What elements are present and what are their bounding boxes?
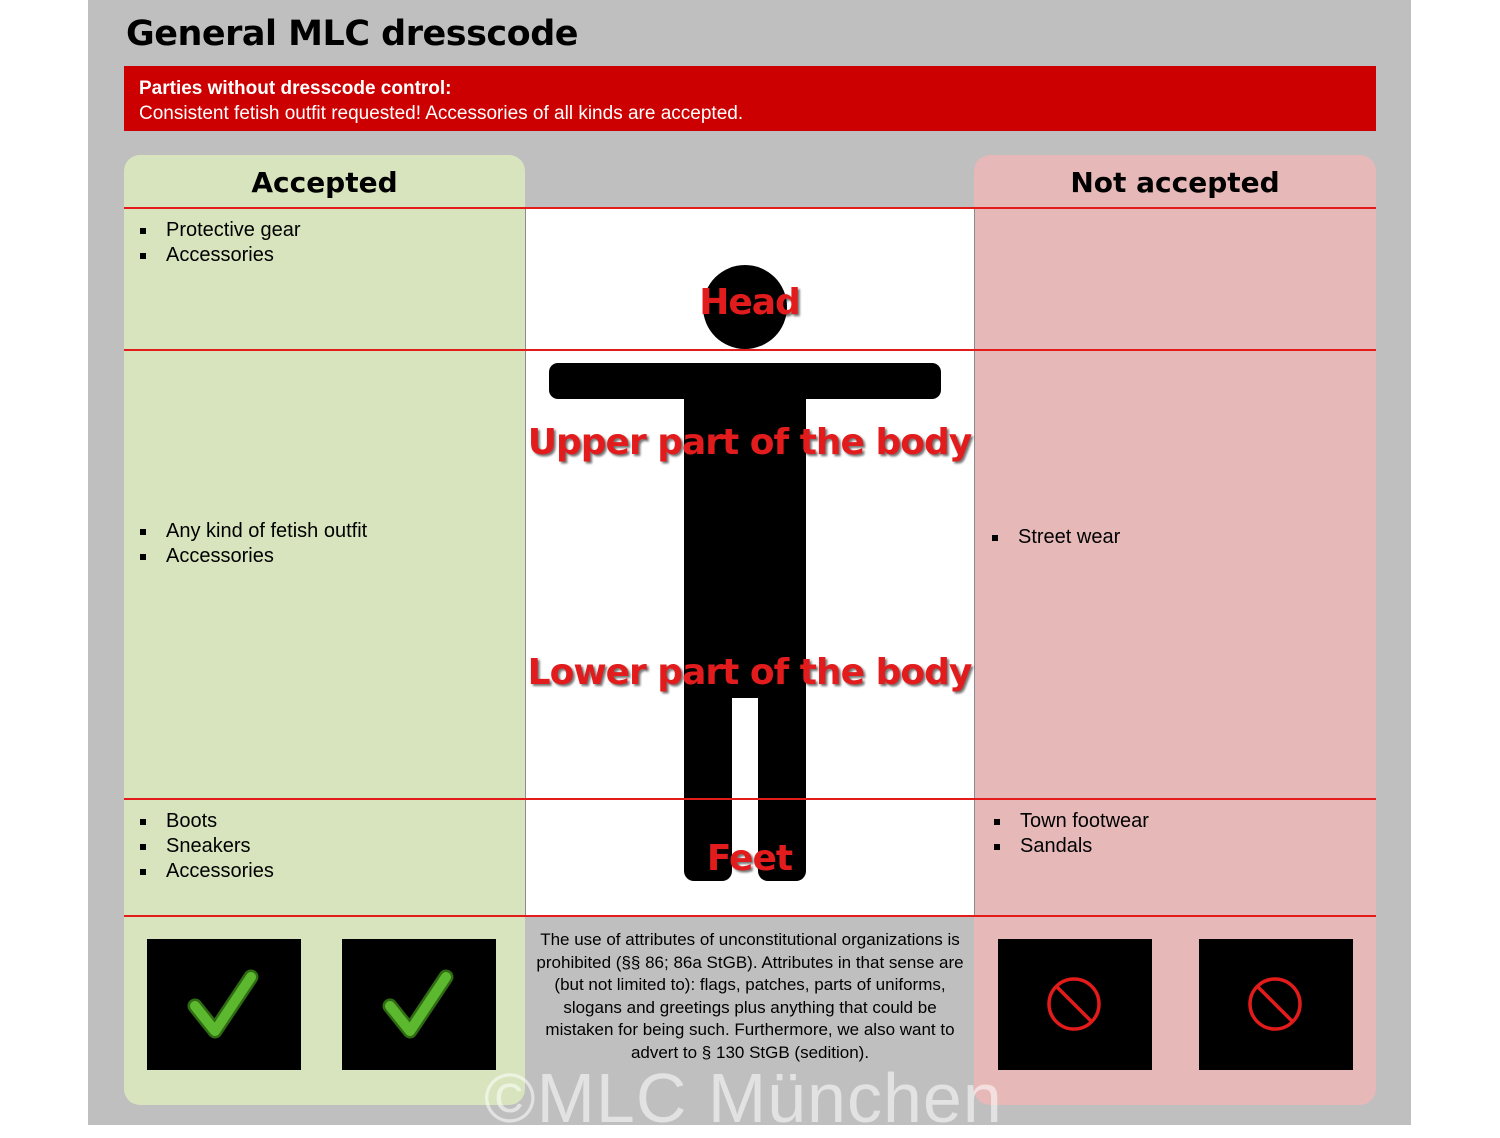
prohibited-icon xyxy=(998,939,1152,1070)
not-accepted-example-box-1 xyxy=(998,939,1152,1070)
divider-body xyxy=(124,798,1376,800)
banner-text: Consistent fetish outfit requested! Accessories of all kinds are accepted. xyxy=(139,103,744,124)
check-icon xyxy=(147,939,301,1070)
not-accepted-header: Not accepted xyxy=(1070,166,1280,199)
zone-label-lower-body: Lower part of the body xyxy=(527,652,972,693)
divider-feet xyxy=(124,915,1376,917)
list-item: Street wear xyxy=(990,525,1120,550)
check-icon xyxy=(342,939,496,1070)
page-title: General MLC dresscode xyxy=(126,14,578,54)
accepted-example-box-2 xyxy=(342,939,496,1070)
banner-heading: Parties without dresscode control: xyxy=(139,78,452,99)
divider-header xyxy=(124,207,1376,209)
column-divider-right xyxy=(974,208,975,916)
accepted-head-list xyxy=(138,218,301,268)
accepted-body-list xyxy=(138,519,367,569)
list-item: Accessories xyxy=(138,243,301,268)
not-accepted-example-box-2 xyxy=(1199,939,1353,1070)
zone-label-upper-body: Upper part of the body xyxy=(527,422,972,463)
zone-label-feet: Feet xyxy=(706,838,793,879)
list-item: Sneakers xyxy=(138,834,274,859)
accepted-example-box-1 xyxy=(147,939,301,1070)
list-item: Protective gear xyxy=(138,218,301,243)
not-accepted-body-list xyxy=(990,525,1120,550)
list-item: Accessories xyxy=(138,544,367,569)
list-item: Any kind of fetish outfit xyxy=(138,519,367,544)
list-item: Boots xyxy=(138,809,274,834)
list-item: Town footwear xyxy=(992,809,1149,834)
list-item: Accessories xyxy=(138,859,274,884)
prohibited-icon xyxy=(1199,939,1353,1070)
list-item: Sandals xyxy=(992,834,1149,859)
divider-head xyxy=(124,349,1376,351)
dresscode-banner xyxy=(124,66,1376,131)
accepted-feet-list xyxy=(138,809,274,884)
not-accepted-feet-list xyxy=(992,809,1149,859)
zone-label-head: Head xyxy=(699,282,800,323)
legal-note: The use of attributes of unconstitutional organizations is prohibited (§§ 86; 86a StGB). Attributes in that sense are (but not limited to): flags, patches, parts of uniforms, slogans and greetings plus anything that could be mistaken for being such. Furthermore, we also want to advert to § 130 StGB (sedition). xyxy=(536,930,964,1062)
watermark: ©MLC München xyxy=(484,1059,1003,1137)
accepted-header: Accepted xyxy=(251,166,398,199)
